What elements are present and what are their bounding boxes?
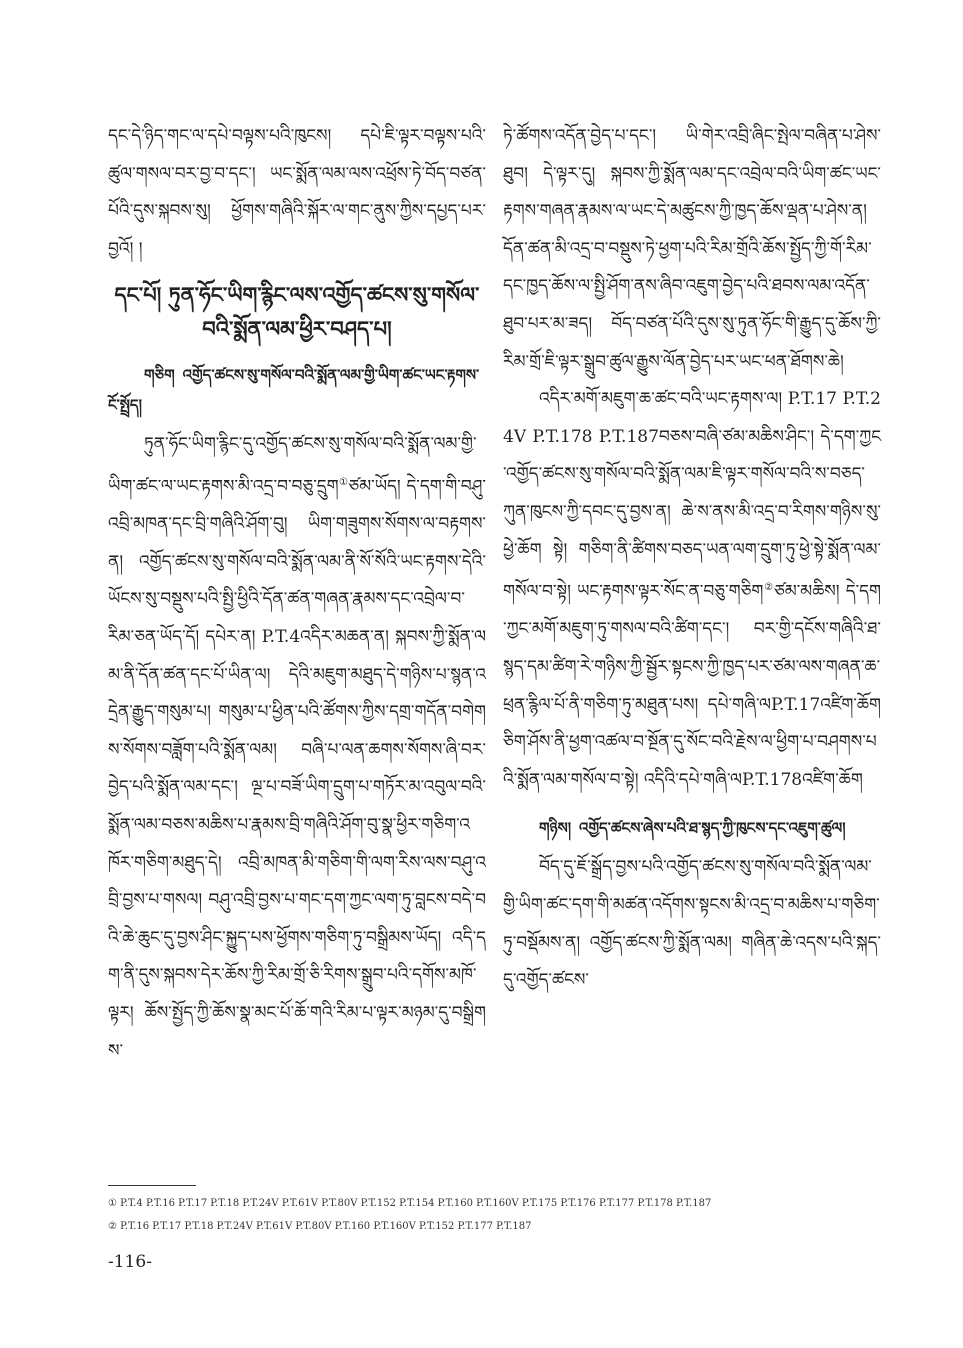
body-text-right-b: ཙམ་མཆིས། དེ་དག་ཀྱང་མགོ་མཇུག་ཏུ་གསལ་བའི་ཚིག་དང་། བར་གྱི་དངོས་གཞིའི་ཐ་སྙད་དམ་ཚིག་རེ་གཉིས་ཀྱི་སྦྱོར་སྟངས་ཀྱི་ཁྱད་པར་ཙམ་ལས་གཞན་ཆ་ཕྲན་རྙིལ་པོ་ནི་གཅིག་ཏུ་མཐུན་པས། དཔེ་གཞི་ལP.T.17འཛིག་ཆོག ཅིག་ཤོས་ནི་ཕྱག་འཚལ་བ་སྔོན་དུ་སོང་བའི་རྗེས་ལ་ཕྱིག་པ་བཤགས་པའི་སྨོན་ལམ་གསོལ་བ་སྟེ། འདིའི་དཔེ་གཞི་ལP.T.178འཛིག་ཆོག xyxy=(503,581,881,790)
footnote-ref-1[interactable]: ① xyxy=(338,476,349,488)
page-number: -116- xyxy=(108,1252,152,1272)
continuation-paragraph: ཏེ་ཚོགས་འདོན་བྱེད་པ་དང་། ཡི་གེར་འབྲི་ཞིང་སྤེལ་བཞིན་པ་ཤེས་ཐུབ། དེ་ལྟར་དུ། སྐབས་ཀྱི་སྨོན་ལམ་དང་འབྲེལ་བའི་ཡིག་ཚང་ཡང་རྟགས་གཞན་རྣམས་ལ་ཡང་དེ་མཚུངས་ཀྱི་ཁྱད་ཆོས་ལྡན་པ་ཤེས་ན། དོན་ཚན་མི་འདྲ་བ་བསྡུས་ཏེ་ཕྱག་པའི་རིམ་གྲོའི་ཆོས་སྤྱོད་ཀྱི་གོ་རིམ་དང་ཁྱད་ཆོས་ལ་སྤྱི་ཤོག་ནས་ཞིབ་འཇུག་བྱེད་པའི་ཐབས་ལམ་འདོན་ཐུབ་པར་མ་ཟད། བོད་བཙན་པོའི་དུས་སུ་ཏུན་ཧོང་གི་རྒྱུད་དུ་ཆོས་ཀྱི་རིམ་གྲོ་ཇི་ལྟར་སྒྲུབ་ཚུལ་རྒྱུས་ལོན་བྱེད་པར་ཡང་ཕན་ཐོགས་ཆེ། xyxy=(503,126,881,372)
body-text-left-b: ཙམ་ཡོད། དེ་དག་གི་བཤུ་འབྲི་མཁན་དང་བྲི་གཞིའི་ཤོག་བུ། ཡིག་གཟུགས་སོགས་ལ་བརྟགས་ན། འགྱོད་ཚངས་སུ་གསོལ་བའི་སྨོན་ལམ་ནི་སོ་སོའི་ཡང་རྟགས་དེའི་ཡོངས་སུ་བསྡུས་པའི་སྤྱི་ཕྱིའི་དོན་ཚན་གཞན་རྣམས་དང་འབྲེལ་བ་རིམ་ཅན་ཡོད་དོ། དཔེར་ན། P.T.4འདིར་མཆན་ན། སྐབས་ཀྱི་སྨོན་ལམ་ནི་དོན་ཚན་དང་པོ་ཡིན་ལ། དེའི་མཇུག་མཐུད་དེ་གཉིས་པ་སྙན་འདྲེན་རྒྱུད་གསུམ་པ། གསུམ་པ་ཕྱིན་པའི་ཚོགས་ཀྱིས་དགྲ་གདོན་བགེགས་སོགས་བཟློག་པའི་སྨོན་ལམ། བཞི་པ་ལན་ཆགས་སོགས་ཞི་བར་བྱེད་པའི་སྨོན་ལམ་དང་། ལྔ་པ་བཟོ་ཡིག་དྲུག་པ་གཏོར་མ་འབུལ་བའི་སྨོན་ལམ་བཅས་མཆིས་པ་རྣམས་བྲི་གཞིའི་ཤོག་བུ་སྣ་ཕྱིར་གཅིག་འཁོར་གཅིག་མཐུད་དེ། འབྲི་མཁན་མི་གཅིག་གི་ལག་རིས་ལས་བཤུ་འབྲི་བྱས་པ་གསལ། བཤུ་འབྲི་བྱས་པ་གང་དག་ཀྱང་ལག་ཏུ་བླངས་བདེ་བའི་ཆེ་ཆུང་དུ་བྱས་ཤིང་སྐྱུད་པས་ཕྱོགས་གཅིག་ཏུ་བསྒྲིམས་ཡོད། འདི་དག་ནི་དུས་སྐབས་དེར་ཆོས་ཀྱི་རིམ་གྲོ་ཅི་རིགས་སྒྲུབ་པའི་དགོས་མཁོ་ལྟར། ཆོས་སྤྱོད་ཀྱི་ཆོས་སྣ་མང་པོ་ཆོ་གའི་རིམ་པ་ལྟར་མཉམ་དུ་བསྒྲིགས་ xyxy=(108,476,486,1061)
body-paragraph-right-2: བོད་དུ་ཇོ་སྒྲོད་བྱས་པའི་འགྱོད་ཚངས་སུ་གསོལ་བའི་སྨོན་ལམ་གྱི་ཡིག་ཚང་དག་གི་མཚན་འདོགས་སྟངས་མི་འདྲ་བ་མཆིས་པ་གཅིག་ཏུ་བསྡོམས་ན། འགྱོད་ཚངས་ཀྱི་སྨོན་ལམ། གཞིན་ཆེ་འདས་པའི་སྐད་དུ་འགྱོད་ཚངས་ xyxy=(503,857,881,991)
subsection-title-2: འགྱོད་ཚངས་ཞེས་པའི་ཐ་སྙད་ཀྱི་ཁུངས་དང་འཇུག་ཚུལ། xyxy=(579,819,846,838)
section-heading: དང་པོ། ཏུན་ཧོང་ཡིག་རྙིང་ལས་འགྱོད་ཚངས་སུ་གསོལ་བའི་སྨོན་ལམ་ཕྱིར་བཤད་པ། xyxy=(114,282,480,342)
body-paragraph-right xyxy=(503,381,881,799)
subsection-number-1: གཅིག xyxy=(144,366,175,385)
body-text-left-a: ཏུན་ཧོང་ཡིག་རྙིང་དུ་འགྱོད་ཚངས་སུ་གསོལ་བའི་སྨོན་ལམ་གྱི་ཡིག་ཚང་ལ་ཡང་རྟགས་མི་འདྲ་བ་བཅུ་དྲུག xyxy=(108,434,477,497)
intro-paragraph: དང་དེ་ཉིད་གང་ལ་དཔེ་བལྟས་པའི་ཁུངས། དཔེ་ཇི་ལྟར་བལྟས་པའི་ཚུལ་གསལ་བར་བྱ་བ་དང་། ཡང་སྨོན་ལམ་ལས་འཕྲོས་ཏེ་བོད་བཙན་པོའི་དུས་སྐབས་སུ། ཕྱོགས་གཞིའི་སྐོར་ལ་གང་ནུས་ཀྱིས་དཔྱད་པར་བྱའོ། ། xyxy=(108,126,486,259)
footnotes xyxy=(108,1192,888,1238)
left-column xyxy=(108,118,486,1070)
footnote-1: ① P.T.4 P.T.16 P.T.17 P.T.18 P.T.24V P.T.61V P.T.80V P.T.152 P.T.154 P.T.160 P.T.160V P.T.175 P.T.176 P.T.177 P.T.178 P.T.187 xyxy=(108,1198,712,1209)
subsection-heading-2 xyxy=(503,813,881,843)
subsection-number-2: གཉིས། xyxy=(539,819,572,838)
footnote-ref-2[interactable]: ② xyxy=(763,582,774,594)
subsection-heading-1 xyxy=(108,360,486,420)
body-paragraph-left xyxy=(108,426,486,1070)
body-text-right-a: འདིར་མགོ་མཇུག་ཆ་ཚང་བའི་ཡང་རྟགས་ལ། P.T.17 P.T.24V P.T.178 P.T.187བཅས་བཞི་ཙམ་མཆིས་ཤིང་། དེ་དག་ཀྱང་འགྱོད་ཚངས་སུ་གསོལ་བའི་སྨོན་ལམ་ཇི་ལྟར་གསོལ་བའི་ས་བཅད་ཀུན་ཁུངས་ཀྱི་དབང་དུ་བྱས་ན། ཆེ་ས་ནས་མི་འདྲ་བ་རིགས་གཉིས་སུ་ཕྱེ་ཆོག སྟེ། གཅིག་ནི་ཚིགས་བཅད་ཡན་ལག་དྲུག་ཏུ་ཕྱེ་སྟེ་སྨོན་ལམ་གསོལ་བ་སྟེ། ཡང་རྟགས་ལྟར་སོང་ན་བཅུ་གཅིག xyxy=(503,389,881,602)
footnote-divider xyxy=(108,1185,196,1186)
subsection-title-1: འགྱོད་ཚངས་སུ་གསོལ་བའི་སྨོན་ལམ་གྱི་ཡིག་ཚང་ཡང་རྟགས་ངོ་སྤྲོད། xyxy=(108,366,480,415)
right-column xyxy=(503,118,881,1000)
footnote-2: ② P.T.16 P.T.17 P.T.18 P.T.24V P.T.61V P.T.80V P.T.160 P.T.160V P.T.152 P.T.177 P.T.187 xyxy=(108,1221,532,1232)
